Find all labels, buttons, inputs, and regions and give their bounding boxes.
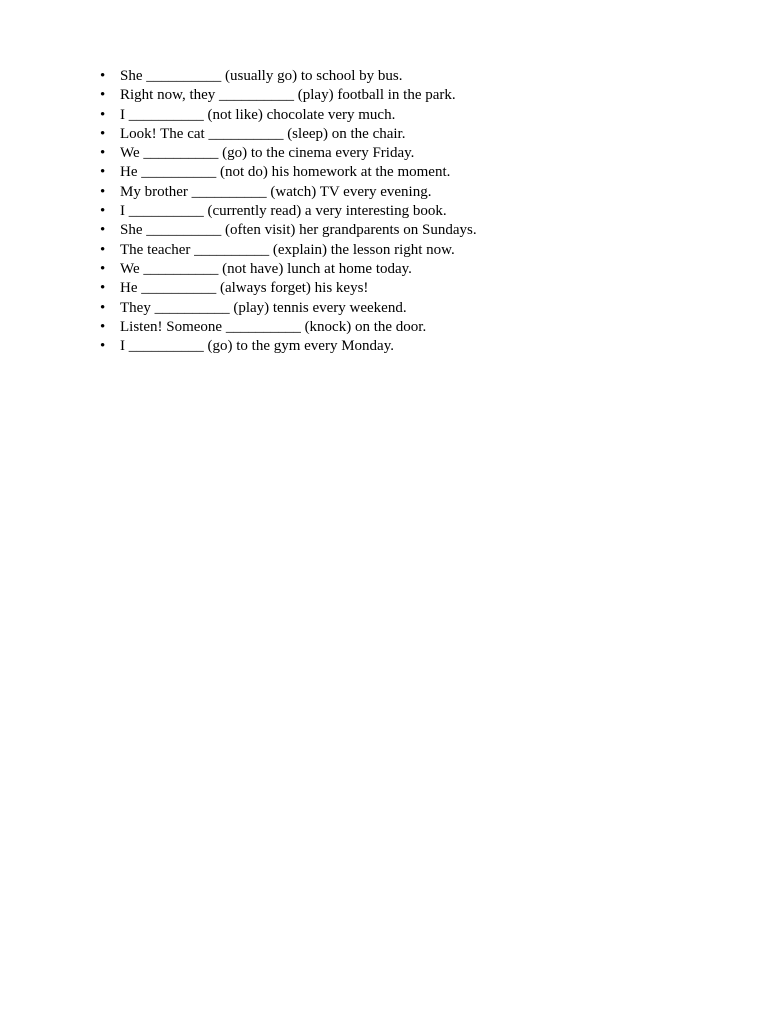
sentence-text: My brother __________ (watch) TV every evening. — [120, 183, 432, 200]
bullet: • — [100, 164, 106, 181]
bullet: • — [100, 125, 106, 142]
bullet: • — [100, 338, 106, 355]
list-item — [100, 241, 477, 260]
bullet: • — [100, 299, 106, 316]
list-item — [100, 299, 477, 318]
bullet: • — [100, 183, 106, 200]
sentence-text: Look! The cat __________ (sleep) on the chair. — [120, 125, 406, 142]
sentence-text: We __________ (not have) lunch at home today. — [120, 260, 412, 277]
list-item — [100, 86, 477, 105]
list-item — [100, 67, 477, 86]
bullet: • — [100, 87, 106, 104]
sentence-text: The teacher __________ (explain) the lesson right now. — [120, 241, 455, 258]
list-item — [100, 125, 477, 144]
list-item — [100, 279, 477, 298]
list-item — [100, 106, 477, 125]
sentence-text: She __________ (usually go) to school by bus. — [120, 68, 403, 84]
list-item — [100, 202, 477, 221]
sentence-text: I __________ (not like) chocolate very much. — [120, 106, 396, 123]
bullet: • — [100, 68, 106, 84]
sentence-text: Right now, they __________ (play) football in the park. — [120, 87, 456, 104]
bullet: • — [100, 241, 106, 258]
bullet: • — [100, 222, 106, 239]
list-item — [100, 221, 477, 240]
list-item — [100, 318, 477, 337]
sentence-text: Listen! Someone __________ (knock) on the door. — [120, 318, 427, 335]
exercise-list — [100, 67, 477, 356]
sentence-text: I __________ (go) to the gym every Monday. — [120, 338, 394, 355]
sentence-text: We __________ (go) to the cinema every Friday. — [120, 145, 415, 162]
list-item — [100, 163, 477, 182]
list-item — [100, 337, 477, 356]
bullet: • — [100, 106, 106, 123]
bullet: • — [100, 280, 106, 297]
list-item — [100, 260, 477, 279]
bullet: • — [100, 203, 106, 220]
sentence-text: He __________ (always forget) his keys! — [120, 280, 369, 297]
sentence-text: He __________ (not do) his homework at the moment. — [120, 164, 451, 181]
sentence-text: They __________ (play) tennis every weekend. — [120, 299, 407, 316]
bullet: • — [100, 260, 106, 277]
bullet: • — [100, 318, 106, 335]
bullet: • — [100, 145, 106, 162]
list-item — [100, 183, 477, 202]
sentence-text: She __________ (often visit) her grandparents on Sundays. — [120, 222, 477, 239]
list-item — [100, 144, 477, 163]
sentence-text: I __________ (currently read) a very interesting book. — [120, 203, 447, 220]
